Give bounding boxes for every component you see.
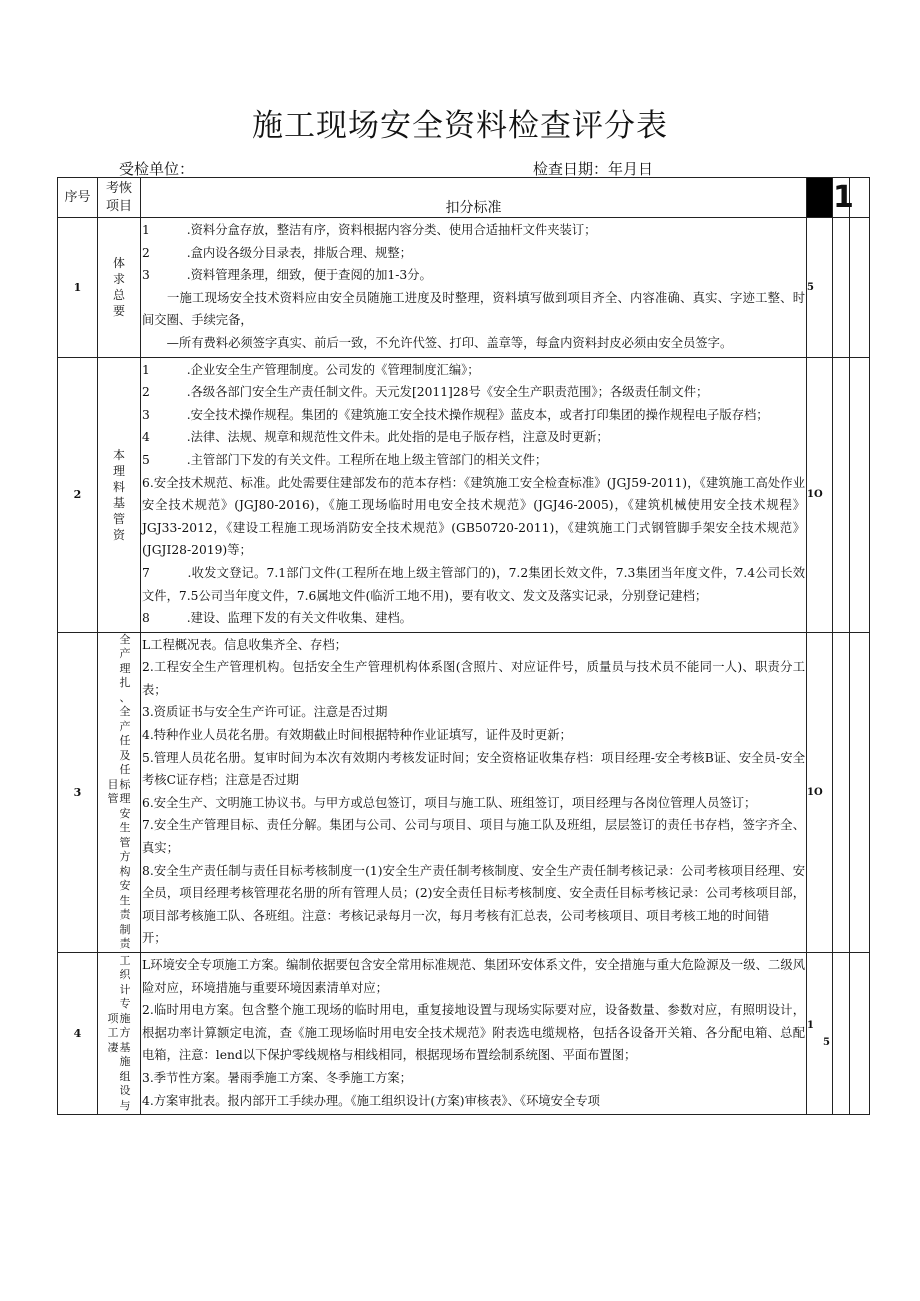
row-number: 3 — [58, 632, 98, 952]
row-item: 本 理 料 基 管 资 — [98, 357, 141, 632]
row-criteria: L工程概况表。信息收集齐全、存档； 2.工程安全生产管理机构。包括安全生产管理机构体系图(含照片、对应证件号，质量员与技术员不能同一人)、职责分工表； 3.资质证书与安全生产许可证。注意是否过期 4.特种作业人员花名册。有效期截止时间根据特种作业证填写，证件及时更新； 5.管理人员花名册。复审时间为本次有效期内考核发证时间；安全资格证收集存档：项目经理-安全考核B证、安全员-安全考核C证存档；注意是否过期 6.安全生产、文明施工协议书。与甲方或总包签订，项目与施工队、班组签订，项目经理与各岗位管理人员签订； 7.安全生产管理目标、责任分解。集团与公司、公司与项目、项目与施工队及班组，层层签订的责任书存档，签字齐全、真实； 8.安全生产责任制与责任目标考核制度一(1)安全生产责任制考核制度、安全生产责任制考核记录：公司考核项目经理、安全员，项目经理考核管理花名册的所有管理人员；(2)安全责任目标考核制度、安全责任目标考核记录：公司考核项目部，项目部考核施工队、各班组。注意：考核记录每月一次，每月考核有汇总表，公司考核项目、项目考核工地的时间错 开； — [141, 632, 807, 952]
criteria-header: 扣分标准 — [141, 178, 807, 218]
table-row — [58, 953, 870, 1115]
seq-header: 序号 — [58, 178, 98, 218]
table-row — [58, 357, 870, 632]
row-number: 1 — [58, 218, 98, 358]
row-number: 2 — [58, 357, 98, 632]
row-score: 5 — [807, 218, 833, 358]
row-item: 体 求 总 要 — [98, 218, 141, 358]
inspected-unit-label: 受检单位： — [119, 160, 195, 178]
row-score: 1O — [807, 357, 833, 632]
row-item: 项 工 凄 工 织 计 专 施 方 基 施 组 设 与 — [98, 953, 141, 1115]
row-score: 1O — [807, 632, 833, 952]
inspection-date-label: 检查日期：年月日 — [533, 160, 654, 178]
row-item: 目 管 全 产 理 扎 、 全 产 任 及 任 标 理 安 生 管 方 构 安 生 责 制 责 — [98, 632, 141, 952]
row-criteria: 1 .企业安全生产管理制度。公司发的《管理制度汇编》； 2 .各级各部门安全生产责任制文件。天元发[2011]28号《安全生产职责范围》；各级责任制文件； 3 .安全技术操作规程。集团的《建筑施工安全技术操作规程》蓝皮本，或者打印集团的操作规程电子版存档； 4 .法律、法规、规章和规范性文件未。此处指的是电子版存档，注意及时更新； 5 .主管部门下发的有关文件。工程所在地上级主管部门的相关文件； 6.安全技术规范、标准。此处需要住建部发布的范本存档：《建筑施工安全检查标准》(JGJ59-2011)，《建筑施工高处作业安全技术规范》(JGJ80-2016)，《施工现场临时用电安全技术规范》(JGJ46-2005)，《建筑机械使用安全技术规程》JGJ33-2012，《建设工程施工现场消防安全技术规范》(GB50720-2011)，《建筑施工门式钢管脚手架安全技术规范》(JGJI28-2019)等； 7 .收发文登记。7.1部门文件(工程所在地上级主管部门的)，7.2集团长效文件，7.3集团当年度文件，7.4公司长效文件，7.5公司当年度文件，7.6属地文件(临沂工地不用)，要有收文、发文及落实记录，分别登记建档； 8 .建设、监理下发的有关文件收集、建档。 — [141, 357, 807, 632]
item-header: 考恢 项目 — [98, 178, 141, 218]
extra-number-header: 1 — [833, 178, 850, 218]
row-criteria: 1 .资料分盒存放，整洁有序，资料根据内容分类、使用合适抽杆文件夹装订； 2 .盒内设各级分目录表，排版合理、规整； 3 .资料管理条理，细致，便于查阅的加1-3分。 一施工现场安全技术资料应由安全员随施工进度及时整理，资料填写做到项目齐全、内容准确、真实、字迹工整、时间交圈、手续完备， —所有费料必须签字真实、前后一致，不允许代签、打印、盖章等，每盒内资料封皮必须由安全员签字。 — [141, 218, 807, 358]
row-score-top: 1 — [807, 1019, 814, 1031]
row-score — [807, 953, 833, 1115]
table-header-row — [58, 178, 870, 218]
row-criteria: L环境安全专项施工方案。编制依据要包含安全常用标准规范、集团环安体系文件，安全措施与重大危险源及一级、二级风险对应，环境措施与重要环境因素清单对应； 2.临时用电方案。包含整个施工现场的临时用电，重复接地设置与现场实际要对应，设备数量、参数对应，有照明设计，根据功率计算额定电流，查《施工现场临时用电安全技术规范》附表选电缆规格，包括各设备开关箱、各分配电箱、总配电箱，注意：lend以下保护零线规格与相线相同，根据现场布置绘制系统图、平面布置图； 3.季节性方案。暑雨季施工方案、冬季施工方案； 4.方案审批表。报内部开工手续办理。《施工组织设计(方案)审核表》、《环境安全专项 — [141, 953, 807, 1115]
table-row — [58, 632, 870, 952]
scoring-table — [57, 177, 870, 1115]
table-row — [58, 218, 870, 358]
black-marker-cell — [807, 178, 833, 218]
row-score-main: 5 — [823, 1036, 830, 1048]
page-title: 施工现场安全资料检查评分表 — [252, 108, 668, 144]
row-number: 4 — [58, 953, 98, 1115]
